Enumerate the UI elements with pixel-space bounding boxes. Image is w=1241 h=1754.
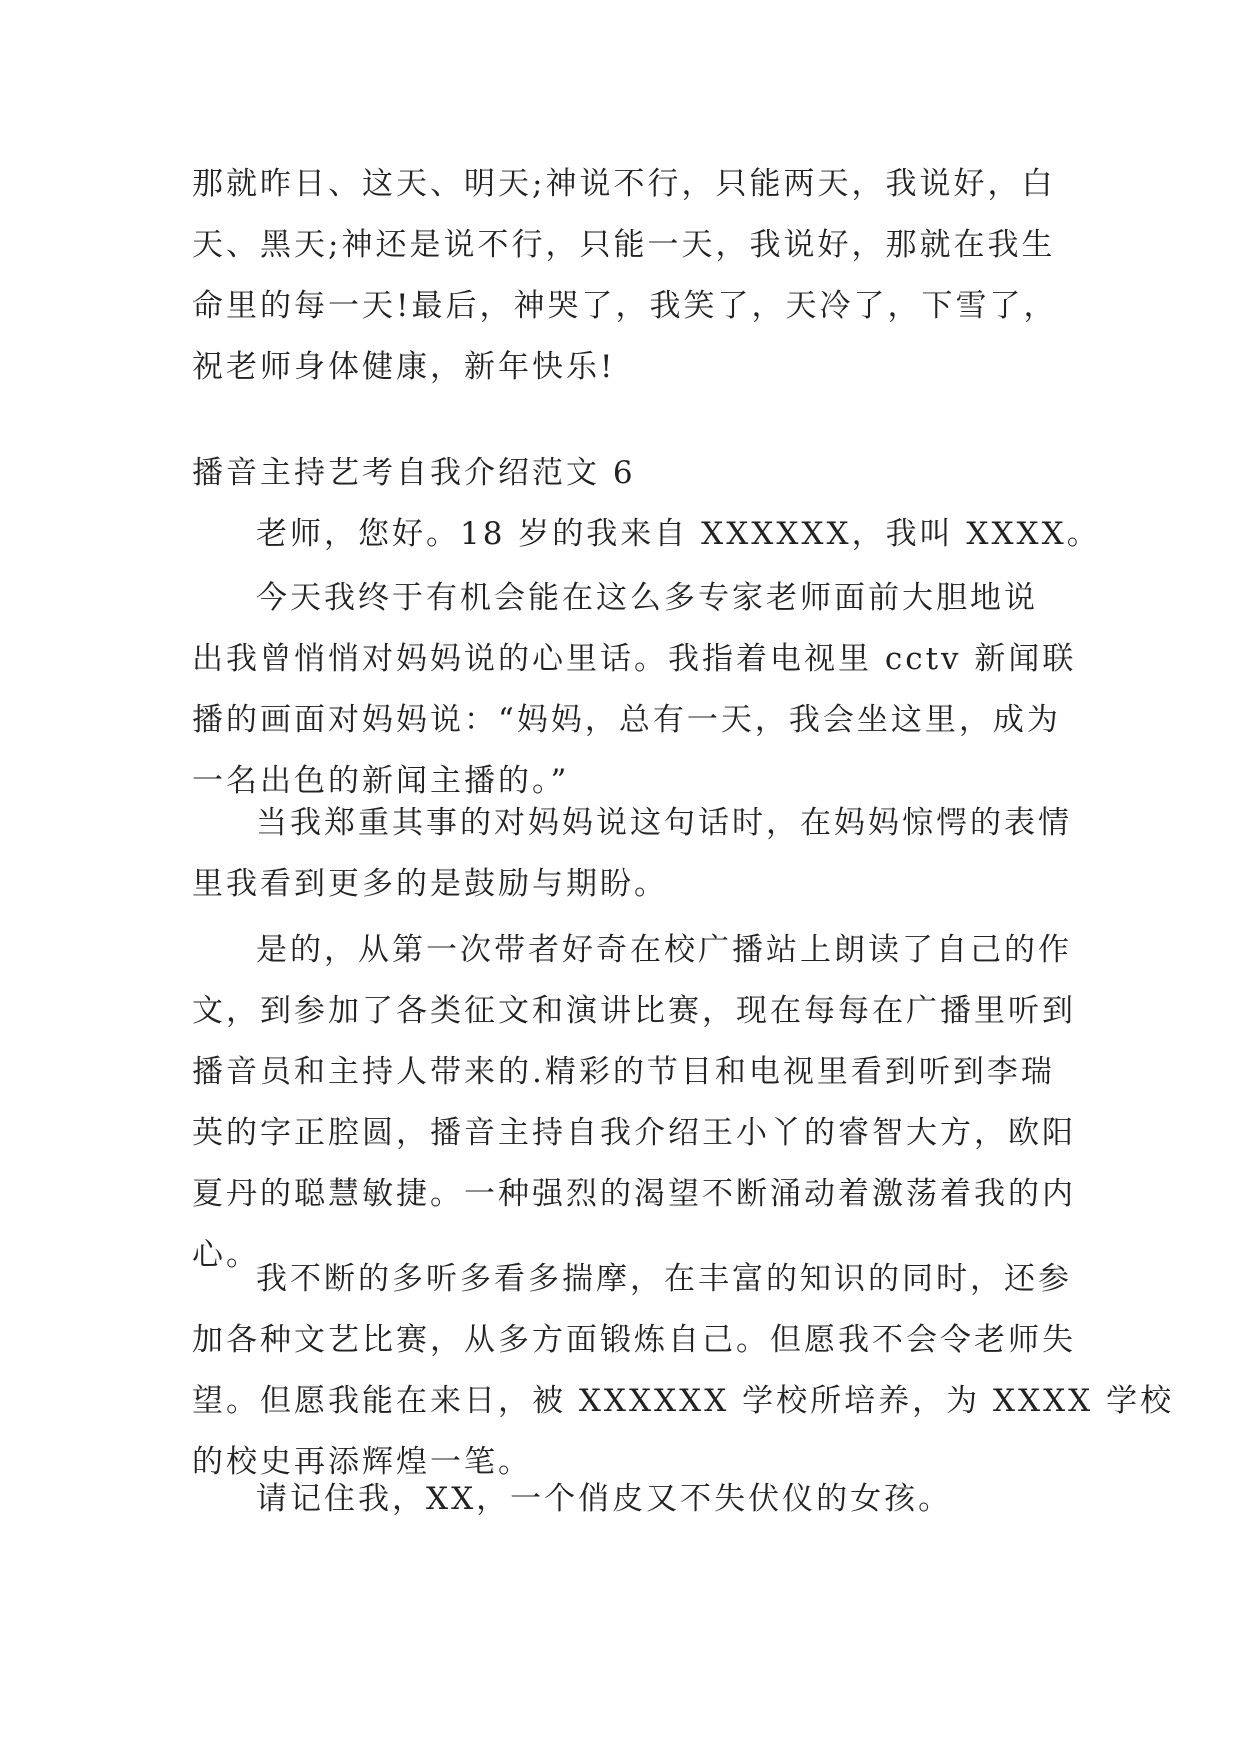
text-line: 命里的每一天!最后，神哭了，我笑了，天冷了，下雪了， bbox=[192, 288, 1058, 324]
text-line: 里我看到更多的是鼓励与期盼。 bbox=[192, 866, 668, 902]
text-line: 望。但愿我能在来日，被 XXXXXX 学校所培养，为 XXXX 学校 bbox=[192, 1383, 1175, 1419]
intro-paragraph bbox=[192, 154, 1058, 398]
text-line: 加各种文艺比赛，从多方面锻炼自己。但愿我不会令老师失 bbox=[192, 1322, 1076, 1358]
text-line: 文，到参加了各类征文和演讲比赛，现在每每在广播里听到 bbox=[192, 993, 1076, 1029]
text-line: 夏丹的聪慧敏捷。一种强烈的渴望不断涌动着激荡着我的内 bbox=[192, 1176, 1076, 1212]
section-heading bbox=[192, 443, 1050, 504]
text-line: 心。 bbox=[192, 1237, 260, 1273]
text-line: 祝老师身体健康，新年快乐! bbox=[192, 349, 616, 385]
text-line: 请记住我，XX，一个俏皮又不失伏仪的女孩。 bbox=[256, 1481, 953, 1517]
text-line: 播音员和主持人带来的.精彩的节目和电视里看到听到李瑞 bbox=[192, 1054, 1055, 1090]
paragraph-experience bbox=[192, 920, 1076, 1286]
text-line: 我不断的多听多看多揣摩，在丰富的知识的同时，还参 bbox=[256, 1261, 1072, 1297]
paragraph-dream bbox=[192, 568, 1077, 812]
paragraph-greeting bbox=[192, 504, 1101, 565]
text-line: 出我曾悄悄对妈妈说的心里话。我指着电视里 cctv 新闻联 bbox=[192, 641, 1077, 677]
text-line: 是的，从第一次带者好奇在校广播站上朗读了自己的作 bbox=[256, 932, 1072, 968]
text-line: 播的画面对妈妈说：“妈妈，总有一天，我会坐这里，成为 bbox=[192, 702, 1061, 738]
text-line: 英的字正腔圆，播音主持自我介绍王小丫的睿智大方，欧阳 bbox=[192, 1115, 1076, 1151]
text-line: 的校史再添辉煌一笔。 bbox=[192, 1444, 532, 1480]
text-line: 天、黑天;神还是说不行，只能一天，我说好，那就在我生 bbox=[192, 227, 1056, 263]
text-line: 那就昨日、这天、明天;神说不行，只能两天，我说好，白 bbox=[192, 166, 1056, 202]
text-line: 今天我终于有机会能在这么多专家老师面前大胆地说 bbox=[256, 580, 1038, 616]
paragraph-mother-reaction bbox=[192, 793, 1072, 915]
text-line: 一名出色的新闻主播的。” bbox=[192, 763, 570, 799]
paragraph-closing bbox=[192, 1469, 1050, 1530]
heading-text: 播音主持艺考自我介绍范文 6 bbox=[192, 455, 636, 491]
paragraph-effort bbox=[192, 1249, 1175, 1493]
text-line: 当我郑重其事的对妈妈说这句话时，在妈妈惊愕的表情 bbox=[256, 805, 1072, 841]
text-line: 老师，您好。18 岁的我来自 XXXXXX，我叫 XXXX。 bbox=[256, 516, 1101, 552]
